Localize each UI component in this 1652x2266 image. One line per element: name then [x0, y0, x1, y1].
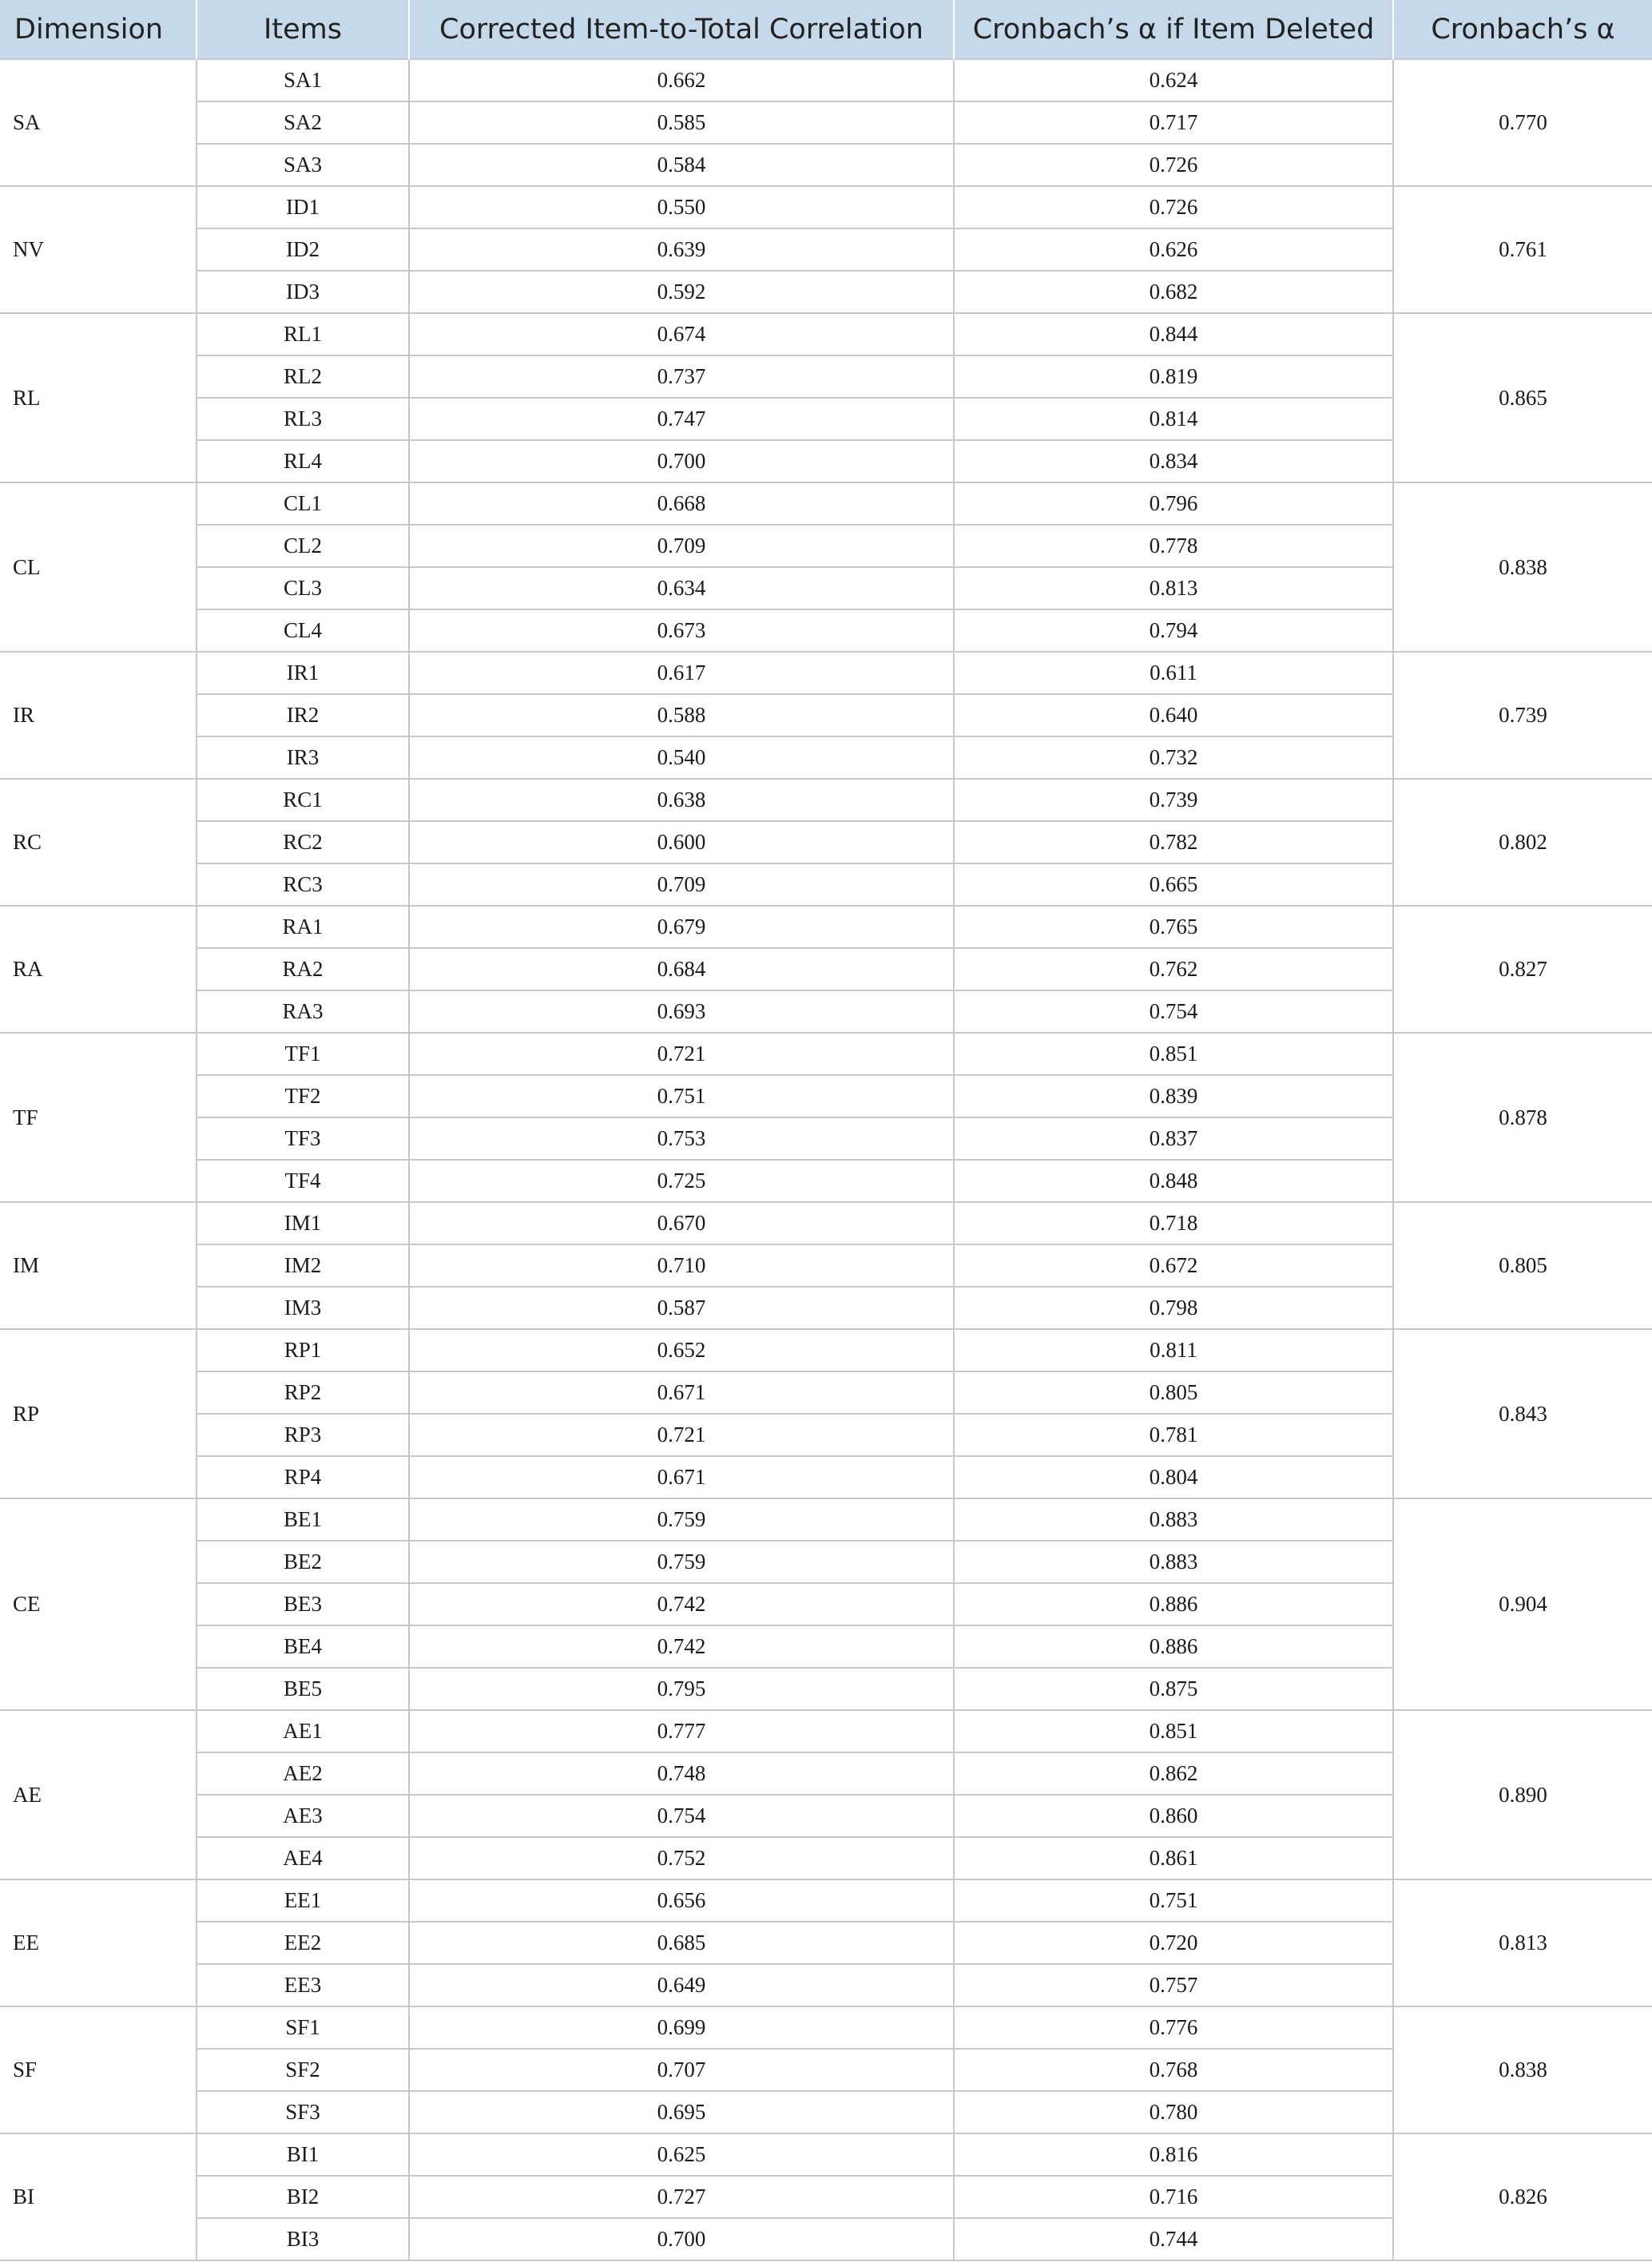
alpha-if-deleted-cell: 0.819 — [954, 355, 1393, 398]
dimension-cell: RA — [0, 906, 197, 1033]
item-cell: RL3 — [197, 398, 409, 440]
alpha-if-deleted-cell: 0.716 — [954, 2176, 1393, 2218]
item-cell: TF4 — [197, 1160, 409, 1202]
header-alpha-if-deleted: Cronbach’s α if Item Deleted — [954, 0, 1393, 59]
corrected-correlation-cell: 0.652 — [409, 1329, 954, 1371]
cronbach-alpha-cell: 0.826 — [1393, 2133, 1652, 2260]
corrected-correlation-cell: 0.585 — [409, 101, 954, 144]
corrected-correlation-cell: 0.584 — [409, 144, 954, 186]
dimension-cell: RL — [0, 313, 197, 482]
alpha-if-deleted-cell: 0.765 — [954, 906, 1393, 948]
alpha-if-deleted-cell: 0.834 — [954, 440, 1393, 482]
table-row — [0, 1033, 1652, 1075]
dimension-cell: IM — [0, 1202, 197, 1329]
table-row — [0, 906, 1652, 948]
cronbach-alpha-cell: 0.843 — [1393, 1329, 1652, 1498]
dimension-cell: NV — [0, 186, 197, 313]
alpha-if-deleted-cell: 0.886 — [954, 1583, 1393, 1625]
corrected-correlation-cell: 0.592 — [409, 271, 954, 313]
alpha-if-deleted-cell: 0.780 — [954, 2091, 1393, 2133]
item-cell: BI3 — [197, 2218, 409, 2260]
alpha-if-deleted-cell: 0.837 — [954, 1117, 1393, 1160]
alpha-if-deleted-cell: 0.816 — [954, 2133, 1393, 2176]
item-cell: BE3 — [197, 1583, 409, 1625]
cronbach-alpha-cell: 0.865 — [1393, 313, 1652, 482]
corrected-correlation-cell: 0.742 — [409, 1583, 954, 1625]
alpha-if-deleted-cell: 0.883 — [954, 1498, 1393, 1541]
cronbach-alpha-cell: 0.805 — [1393, 1202, 1652, 1329]
corrected-correlation-cell: 0.700 — [409, 2218, 954, 2260]
alpha-if-deleted-cell: 0.776 — [954, 2006, 1393, 2049]
alpha-if-deleted-cell: 0.624 — [954, 59, 1393, 101]
item-cell: AE1 — [197, 1710, 409, 1752]
alpha-if-deleted-cell: 0.861 — [954, 1837, 1393, 1879]
item-cell: AE3 — [197, 1795, 409, 1837]
item-cell: ID3 — [197, 271, 409, 313]
alpha-if-deleted-cell: 0.862 — [954, 1752, 1393, 1795]
alpha-if-deleted-cell: 0.805 — [954, 1371, 1393, 1414]
item-cell: IM1 — [197, 1202, 409, 1244]
cronbach-alpha-cell: 0.739 — [1393, 652, 1652, 779]
corrected-correlation-cell: 0.587 — [409, 1287, 954, 1329]
item-cell: EE1 — [197, 1879, 409, 1922]
table-row — [0, 779, 1652, 821]
corrected-correlation-cell: 0.700 — [409, 440, 954, 482]
alpha-if-deleted-cell: 0.626 — [954, 228, 1393, 271]
item-cell: SF2 — [197, 2049, 409, 2091]
alpha-if-deleted-cell: 0.848 — [954, 1160, 1393, 1202]
alpha-if-deleted-cell: 0.744 — [954, 2218, 1393, 2260]
dimension-cell: SA — [0, 59, 197, 186]
table-row — [0, 1202, 1652, 1244]
corrected-correlation-cell: 0.679 — [409, 906, 954, 948]
alpha-if-deleted-cell: 0.781 — [954, 1414, 1393, 1456]
corrected-correlation-cell: 0.617 — [409, 652, 954, 694]
corrected-correlation-cell: 0.588 — [409, 694, 954, 736]
alpha-if-deleted-cell: 0.757 — [954, 1964, 1393, 2006]
alpha-if-deleted-cell: 0.811 — [954, 1329, 1393, 1371]
header-items: Items — [197, 0, 409, 59]
corrected-correlation-cell: 0.699 — [409, 2006, 954, 2049]
corrected-correlation-cell: 0.795 — [409, 1668, 954, 1710]
header-corrected-correlation: Corrected Item-to-Total Correlation — [409, 0, 954, 59]
dimension-cell: EE — [0, 1879, 197, 2006]
item-cell: EE3 — [197, 1964, 409, 2006]
dimension-cell: RC — [0, 779, 197, 906]
item-cell: RC1 — [197, 779, 409, 821]
item-cell: TF3 — [197, 1117, 409, 1160]
alpha-if-deleted-cell: 0.768 — [954, 2049, 1393, 2091]
corrected-correlation-cell: 0.727 — [409, 2176, 954, 2218]
dimension-cell: SF — [0, 2006, 197, 2133]
corrected-correlation-cell: 0.759 — [409, 1541, 954, 1583]
corrected-correlation-cell: 0.649 — [409, 1964, 954, 2006]
corrected-correlation-cell: 0.747 — [409, 398, 954, 440]
item-cell: TF2 — [197, 1075, 409, 1117]
item-cell: RA3 — [197, 990, 409, 1033]
table-row — [0, 1329, 1652, 1371]
table-row — [0, 1710, 1652, 1752]
corrected-correlation-cell: 0.695 — [409, 2091, 954, 2133]
corrected-correlation-cell: 0.634 — [409, 567, 954, 609]
cronbach-alpha-cell: 0.761 — [1393, 186, 1652, 313]
dimension-cell: CE — [0, 1498, 197, 1710]
table-row — [0, 59, 1652, 101]
corrected-correlation-cell: 0.742 — [409, 1625, 954, 1668]
corrected-correlation-cell: 0.710 — [409, 1244, 954, 1287]
item-cell: BE5 — [197, 1668, 409, 1710]
cronbach-alpha-cell: 0.813 — [1393, 1879, 1652, 2006]
alpha-if-deleted-cell: 0.813 — [954, 567, 1393, 609]
item-cell: ID1 — [197, 186, 409, 228]
table-row — [0, 2006, 1652, 2049]
item-cell: RP4 — [197, 1456, 409, 1498]
alpha-if-deleted-cell: 0.754 — [954, 990, 1393, 1033]
alpha-if-deleted-cell: 0.718 — [954, 1202, 1393, 1244]
corrected-correlation-cell: 0.656 — [409, 1879, 954, 1922]
corrected-correlation-cell: 0.600 — [409, 821, 954, 863]
cronbach-alpha-cell: 0.802 — [1393, 779, 1652, 906]
item-cell: IM3 — [197, 1287, 409, 1329]
item-cell: CL2 — [197, 525, 409, 567]
item-cell: BE2 — [197, 1541, 409, 1583]
alpha-if-deleted-cell: 0.851 — [954, 1710, 1393, 1752]
corrected-correlation-cell: 0.674 — [409, 313, 954, 355]
item-cell: RA2 — [197, 948, 409, 990]
cronbach-alpha-cell: 0.890 — [1393, 1710, 1652, 1879]
corrected-correlation-cell: 0.754 — [409, 1795, 954, 1837]
cronbach-alpha-cell: 0.770 — [1393, 59, 1652, 186]
cronbach-alpha-cell: 0.838 — [1393, 2006, 1652, 2133]
alpha-if-deleted-cell: 0.886 — [954, 1625, 1393, 1668]
table-row — [0, 2133, 1652, 2176]
dimension-cell: BI — [0, 2133, 197, 2260]
corrected-correlation-cell: 0.540 — [409, 736, 954, 779]
table-row — [0, 1879, 1652, 1922]
alpha-if-deleted-cell: 0.611 — [954, 652, 1393, 694]
corrected-correlation-cell: 0.638 — [409, 779, 954, 821]
alpha-if-deleted-cell: 0.844 — [954, 313, 1393, 355]
alpha-if-deleted-cell: 0.778 — [954, 525, 1393, 567]
dimension-cell: AE — [0, 1710, 197, 1879]
corrected-correlation-cell: 0.662 — [409, 59, 954, 101]
item-cell: IR2 — [197, 694, 409, 736]
alpha-if-deleted-cell: 0.851 — [954, 1033, 1393, 1075]
alpha-if-deleted-cell: 0.739 — [954, 779, 1393, 821]
alpha-if-deleted-cell: 0.798 — [954, 1287, 1393, 1329]
dimension-cell: CL — [0, 482, 197, 652]
header-row — [0, 0, 1652, 59]
item-cell: RL4 — [197, 440, 409, 482]
alpha-if-deleted-cell: 0.640 — [954, 694, 1393, 736]
alpha-if-deleted-cell: 0.717 — [954, 101, 1393, 144]
corrected-correlation-cell: 0.671 — [409, 1456, 954, 1498]
item-cell: AE2 — [197, 1752, 409, 1795]
cronbach-alpha-cell: 0.878 — [1393, 1033, 1652, 1202]
corrected-correlation-cell: 0.685 — [409, 1922, 954, 1964]
corrected-correlation-cell: 0.721 — [409, 1033, 954, 1075]
header-dimension: Dimension — [0, 0, 197, 59]
header-cronbach-alpha: Cronbach’s α — [1393, 0, 1652, 59]
alpha-if-deleted-cell: 0.796 — [954, 482, 1393, 525]
alpha-if-deleted-cell: 0.860 — [954, 1795, 1393, 1837]
item-cell: BI1 — [197, 2133, 409, 2176]
item-cell: RP2 — [197, 1371, 409, 1414]
item-cell: CL4 — [197, 609, 409, 652]
corrected-correlation-cell: 0.625 — [409, 2133, 954, 2176]
item-cell: RC2 — [197, 821, 409, 863]
item-cell: RC3 — [197, 863, 409, 906]
alpha-if-deleted-cell: 0.839 — [954, 1075, 1393, 1117]
item-cell: IM2 — [197, 1244, 409, 1287]
item-cell: BE1 — [197, 1498, 409, 1541]
alpha-if-deleted-cell: 0.782 — [954, 821, 1393, 863]
item-cell: RP1 — [197, 1329, 409, 1371]
dimension-cell: RP — [0, 1329, 197, 1498]
item-cell: RP3 — [197, 1414, 409, 1456]
corrected-correlation-cell: 0.751 — [409, 1075, 954, 1117]
table-row — [0, 482, 1652, 525]
item-cell: CL3 — [197, 567, 409, 609]
corrected-correlation-cell: 0.671 — [409, 1371, 954, 1414]
cronbach-alpha-cell: 0.904 — [1393, 1498, 1652, 1710]
corrected-correlation-cell: 0.709 — [409, 863, 954, 906]
alpha-if-deleted-cell: 0.726 — [954, 186, 1393, 228]
alpha-if-deleted-cell: 0.720 — [954, 1922, 1393, 1964]
item-cell: EE2 — [197, 1922, 409, 1964]
corrected-correlation-cell: 0.721 — [409, 1414, 954, 1456]
item-cell: SA1 — [197, 59, 409, 101]
corrected-correlation-cell: 0.777 — [409, 1710, 954, 1752]
corrected-correlation-cell: 0.752 — [409, 1837, 954, 1879]
item-cell: IR3 — [197, 736, 409, 779]
item-cell: SA3 — [197, 144, 409, 186]
alpha-if-deleted-cell: 0.665 — [954, 863, 1393, 906]
alpha-if-deleted-cell: 0.875 — [954, 1668, 1393, 1710]
corrected-correlation-cell: 0.709 — [409, 525, 954, 567]
dimension-cell: TF — [0, 1033, 197, 1202]
corrected-correlation-cell: 0.748 — [409, 1752, 954, 1795]
dimension-cell: IR — [0, 652, 197, 779]
item-cell: BI2 — [197, 2176, 409, 2218]
item-cell: BE4 — [197, 1625, 409, 1668]
corrected-correlation-cell: 0.753 — [409, 1117, 954, 1160]
corrected-correlation-cell: 0.673 — [409, 609, 954, 652]
alpha-if-deleted-cell: 0.762 — [954, 948, 1393, 990]
item-cell: ID2 — [197, 228, 409, 271]
corrected-correlation-cell: 0.639 — [409, 228, 954, 271]
cronbach-alpha-cell: 0.827 — [1393, 906, 1652, 1033]
alpha-if-deleted-cell: 0.883 — [954, 1541, 1393, 1583]
alpha-if-deleted-cell: 0.814 — [954, 398, 1393, 440]
alpha-if-deleted-cell: 0.732 — [954, 736, 1393, 779]
corrected-correlation-cell: 0.668 — [409, 482, 954, 525]
corrected-correlation-cell: 0.670 — [409, 1202, 954, 1244]
corrected-correlation-cell: 0.550 — [409, 186, 954, 228]
item-cell: CL1 — [197, 482, 409, 525]
alpha-if-deleted-cell: 0.726 — [954, 144, 1393, 186]
alpha-if-deleted-cell: 0.751 — [954, 1879, 1393, 1922]
corrected-correlation-cell: 0.725 — [409, 1160, 954, 1202]
alpha-if-deleted-cell: 0.682 — [954, 271, 1393, 313]
table-row — [0, 1498, 1652, 1541]
corrected-correlation-cell: 0.684 — [409, 948, 954, 990]
item-cell: RA1 — [197, 906, 409, 948]
item-cell: AE4 — [197, 1837, 409, 1879]
item-cell: RL1 — [197, 313, 409, 355]
cronbach-alpha-cell: 0.838 — [1393, 482, 1652, 652]
item-cell: SF3 — [197, 2091, 409, 2133]
item-cell: SF1 — [197, 2006, 409, 2049]
corrected-correlation-cell: 0.693 — [409, 990, 954, 1033]
alpha-if-deleted-cell: 0.794 — [954, 609, 1393, 652]
alpha-if-deleted-cell: 0.672 — [954, 1244, 1393, 1287]
corrected-correlation-cell: 0.737 — [409, 355, 954, 398]
alpha-if-deleted-cell: 0.804 — [954, 1456, 1393, 1498]
table-body — [0, 59, 1652, 2260]
table-row — [0, 652, 1652, 694]
item-cell: TF1 — [197, 1033, 409, 1075]
item-cell: RL2 — [197, 355, 409, 398]
table-row — [0, 186, 1652, 228]
corrected-correlation-cell: 0.707 — [409, 2049, 954, 2091]
item-cell: IR1 — [197, 652, 409, 694]
corrected-correlation-cell: 0.759 — [409, 1498, 954, 1541]
table-row — [0, 313, 1652, 355]
table-header — [0, 0, 1652, 59]
item-cell: SA2 — [197, 101, 409, 144]
